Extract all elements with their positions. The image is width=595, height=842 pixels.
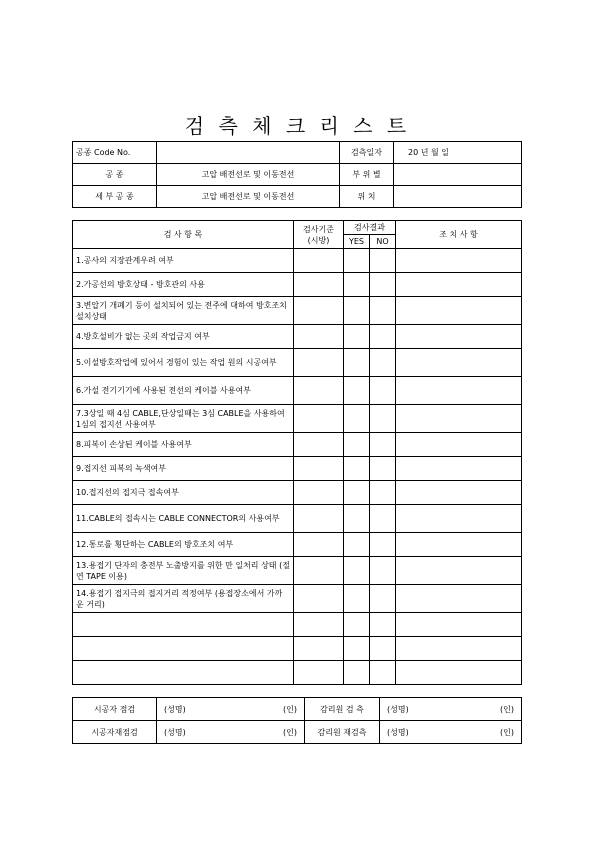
checklist-item-text: 3.변압기 개폐기 등이 설치되어 있는 전주에 대하여 방호조치 설치상태: [73, 297, 294, 325]
checklist-action-cell[interactable]: [396, 613, 522, 637]
code-label: 공종 Code No.: [73, 142, 157, 164]
checklist-row: [73, 325, 522, 349]
part-value[interactable]: [394, 164, 522, 186]
checklist-item-text: 10.접지선의 접지극 접속여부: [73, 481, 294, 505]
checklist-criteria-cell[interactable]: [294, 481, 344, 505]
checklist-item-text: [73, 661, 294, 685]
checklist-no-cell[interactable]: [370, 249, 396, 273]
sig-name-label: (성명): [164, 727, 186, 737]
col-yes-header: YES: [344, 235, 370, 249]
checklist-criteria-cell[interactable]: [294, 505, 344, 533]
checklist-empty-row: [73, 613, 522, 637]
work-label: 공 종: [73, 164, 157, 186]
col-item-header: 검 사 항 목: [73, 221, 294, 249]
checklist-yes-cell[interactable]: [344, 481, 370, 505]
checklist-yes-cell[interactable]: [344, 505, 370, 533]
part-label: 부 위 별: [340, 164, 394, 186]
checklist-yes-cell[interactable]: [344, 405, 370, 433]
checklist-criteria-cell[interactable]: [294, 297, 344, 325]
checklist-action-cell[interactable]: [396, 297, 522, 325]
checklist-item-text: 6.가설 전기기기에 사용된 전선의 케이블 사용여부: [73, 377, 294, 405]
checklist-action-cell[interactable]: [396, 505, 522, 533]
checklist-item-text: [73, 637, 294, 661]
checklist-yes-cell[interactable]: [344, 377, 370, 405]
checklist-row: [73, 273, 522, 297]
checklist-no-cell[interactable]: [370, 533, 396, 557]
checklist-yes-cell[interactable]: [344, 325, 370, 349]
loc-value[interactable]: [394, 186, 522, 208]
sig-row2-left-label: 시공자재점검: [73, 721, 157, 744]
sig-name-label: (성명): [164, 704, 186, 714]
checklist-empty-row: [73, 637, 522, 661]
checklist-no-cell[interactable]: [370, 377, 396, 405]
checklist-criteria-cell[interactable]: [294, 405, 344, 433]
checklist-no-cell[interactable]: [370, 457, 396, 481]
checklist-no-cell[interactable]: [370, 405, 396, 433]
checklist-action-cell[interactable]: [396, 377, 522, 405]
checklist-item-text: 12.통로를 횡단하는 CABLE의 방호조치 여부: [73, 533, 294, 557]
sig-row2-right-label: 감리원 재검측: [305, 721, 380, 744]
checklist-action-cell[interactable]: [396, 325, 522, 349]
checklist-yes-cell[interactable]: [344, 557, 370, 585]
checklist-yes-cell[interactable]: [344, 249, 370, 273]
checklist-no-cell[interactable]: [370, 613, 396, 637]
checklist-criteria-cell[interactable]: [294, 557, 344, 585]
checklist-no-cell[interactable]: [370, 481, 396, 505]
checklist-action-cell[interactable]: [396, 405, 522, 433]
col-action-header: 조 치 사 항: [396, 221, 522, 249]
sig-seal-label: (인): [500, 727, 514, 737]
checklist-yes-cell[interactable]: [344, 433, 370, 457]
checklist-yes-cell[interactable]: [344, 297, 370, 325]
col-no-header: NO: [370, 235, 396, 249]
checklist-row: [73, 433, 522, 457]
work-value[interactable]: 고압 배전선로 및 이동전선: [157, 164, 340, 186]
sig-row1-right-label: 감리원 검 측: [305, 698, 380, 721]
checklist-body: [73, 249, 522, 685]
checklist-criteria-cell[interactable]: [294, 637, 344, 661]
checklist-action-cell[interactable]: [396, 637, 522, 661]
checklist-item-text: 11.CABLE의 접속시는 CABLE CONNECTOR의 사용여부: [73, 505, 294, 533]
checklist-action-cell[interactable]: [396, 249, 522, 273]
sig-name-label: (성명): [387, 727, 409, 737]
col-criteria-sub: (시방): [307, 235, 330, 245]
checklist-criteria-cell[interactable]: [294, 585, 344, 613]
checklist-no-cell[interactable]: [370, 273, 396, 297]
checklist-criteria-cell[interactable]: [294, 377, 344, 405]
checklist-item-text: 1.공사의 지장관계우려 여부: [73, 249, 294, 273]
checklist-criteria-cell[interactable]: [294, 457, 344, 481]
checklist-no-cell[interactable]: [370, 433, 396, 457]
checklist-no-cell[interactable]: [370, 297, 396, 325]
date-label: 검측일자: [340, 142, 394, 164]
page-title: 검 측 체 크 리 스 트: [184, 114, 411, 138]
sig-row2-left-field[interactable]: [157, 721, 305, 744]
checklist-item-text: 9.접지선 피복의 녹색여부: [73, 457, 294, 481]
checklist-criteria-cell[interactable]: [294, 433, 344, 457]
checklist-item-text: 8.피복이 손상된 케이블 사용여부: [73, 433, 294, 457]
sig-row2-right-field[interactable]: [380, 721, 522, 744]
checklist-yes-cell[interactable]: [344, 273, 370, 297]
checklist-action-cell[interactable]: [396, 557, 522, 585]
checklist-action-cell[interactable]: [396, 349, 522, 377]
sig-row1-left-label: 시공자 점검: [73, 698, 157, 721]
col-result-header: 검사결과: [344, 221, 396, 235]
checklist-row: [73, 405, 522, 433]
checklist-no-cell[interactable]: [370, 661, 396, 685]
checklist-item-text: [73, 613, 294, 637]
checklist-criteria-cell[interactable]: [294, 325, 344, 349]
checklist-yes-cell[interactable]: [344, 349, 370, 377]
checklist-item-text: 7.3상일 때 4심 CABLE,단상일때는 3심 CABLE을 사용하여 1심의 접지선 사용여부: [73, 405, 294, 433]
sig-seal-label: (인): [500, 704, 514, 714]
checklist-criteria-cell[interactable]: [294, 613, 344, 637]
checklist-yes-cell[interactable]: [344, 637, 370, 661]
col-criteria-label: 검사기준: [303, 224, 334, 234]
checklist-row: [73, 505, 522, 533]
header-table: [72, 141, 522, 208]
checklist-criteria-cell[interactable]: [294, 349, 344, 377]
checklist-action-cell[interactable]: [396, 457, 522, 481]
checklist-item-text: 5.이설방호작업에 있어서 경험이 있는 작업 원의 시공여부: [73, 349, 294, 377]
checklist-row: [73, 585, 522, 613]
checklist-row: [73, 481, 522, 505]
sig-row1-left-field[interactable]: [157, 698, 305, 721]
checklist-yes-cell[interactable]: [344, 533, 370, 557]
checklist-action-cell[interactable]: [396, 585, 522, 613]
checklist-action-cell[interactable]: [396, 273, 522, 297]
checklist-item-text: 2.가공선의 방호상태 - 방호관의 사용: [73, 273, 294, 297]
code-value[interactable]: [157, 142, 340, 164]
sub-label: 세 부 공 종: [73, 186, 157, 208]
checklist-row: [73, 457, 522, 481]
checklist-yes-cell[interactable]: [344, 661, 370, 685]
checklist-table: [72, 220, 522, 685]
date-value[interactable]: 20 년 월 일: [394, 142, 522, 164]
checklist-row: [73, 349, 522, 377]
checklist-yes-cell[interactable]: [344, 585, 370, 613]
checklist-criteria-cell[interactable]: [294, 661, 344, 685]
sig-seal-label: (인): [283, 727, 297, 737]
sig-name-label: (성명): [387, 704, 409, 714]
checklist-empty-row: [73, 661, 522, 685]
sig-seal-label: (인): [283, 704, 297, 714]
checklist-criteria-cell[interactable]: [294, 533, 344, 557]
checklist-row: [73, 249, 522, 273]
checklist-yes-cell[interactable]: [344, 457, 370, 481]
checklist-no-cell[interactable]: [370, 585, 396, 613]
sub-value[interactable]: 고압 배전선로 및 이동전선: [157, 186, 340, 208]
checklist-criteria-cell[interactable]: [294, 273, 344, 297]
loc-label: 위 치: [340, 186, 394, 208]
col-criteria-header: [294, 221, 344, 249]
checklist-row: [73, 297, 522, 325]
signature-table: [72, 697, 522, 744]
checklist-action-cell[interactable]: [396, 481, 522, 505]
sig-row1-right-field[interactable]: [380, 698, 522, 721]
checklist-no-cell[interactable]: [370, 325, 396, 349]
checklist-no-cell[interactable]: [370, 349, 396, 377]
checklist-yes-cell[interactable]: [344, 613, 370, 637]
checklist-no-cell[interactable]: [370, 557, 396, 585]
checklist-row: [73, 377, 522, 405]
checklist-criteria-cell[interactable]: [294, 249, 344, 273]
checklist-item-text: 4.방호설비가 없는 곳의 작업금지 여부: [73, 325, 294, 349]
checklist-no-cell[interactable]: [370, 637, 396, 661]
checklist-row: [73, 533, 522, 557]
checklist-row: [73, 557, 522, 585]
checklist-action-cell[interactable]: [396, 433, 522, 457]
checklist-no-cell[interactable]: [370, 505, 396, 533]
checklist-action-cell[interactable]: [396, 533, 522, 557]
checklist-item-text: 14.용접기 접지극의 접지거리 적정여부 (용접장소에서 가까운 거리): [73, 585, 294, 613]
checklist-item-text: 13.용접기 단자의 충전부 노출방지를 위한 만 일처리 상태 (절연 TAPE 이용): [73, 557, 294, 585]
checklist-action-cell[interactable]: [396, 661, 522, 685]
